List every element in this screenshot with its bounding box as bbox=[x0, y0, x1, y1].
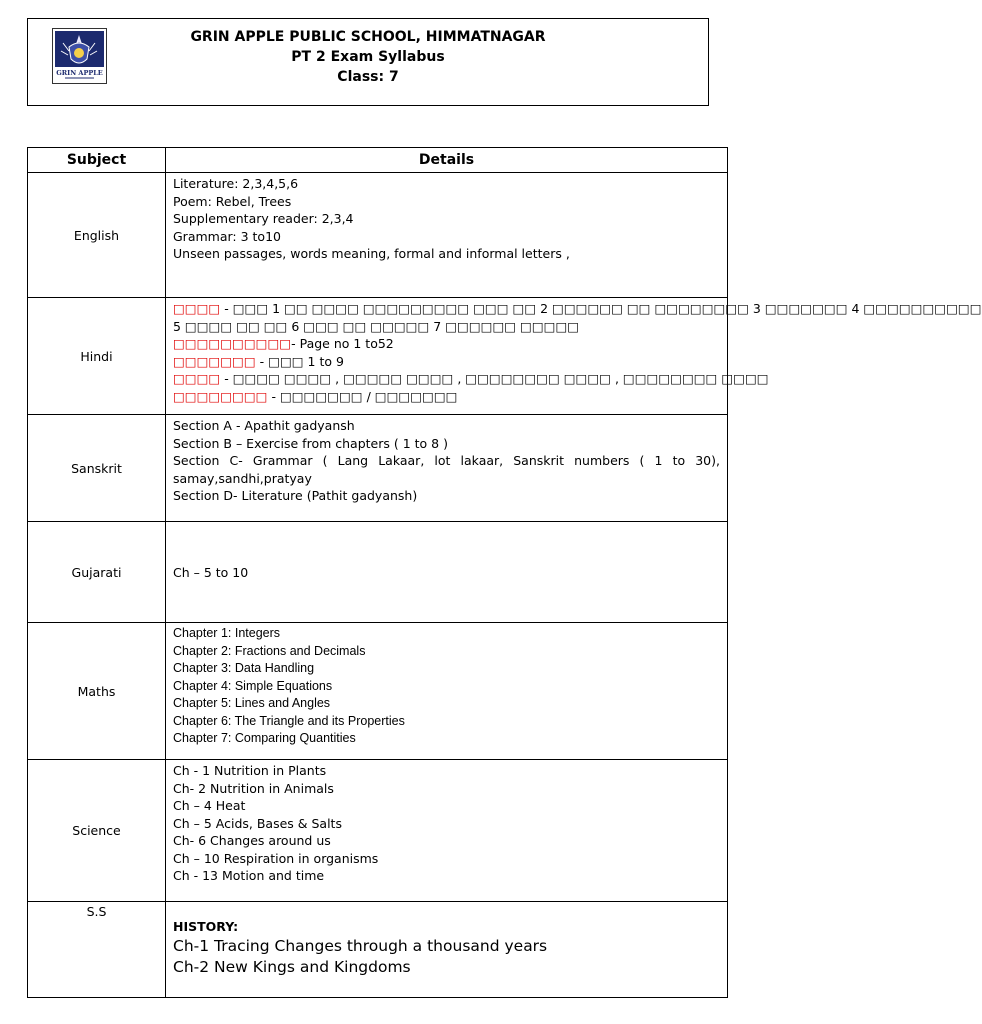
science-line: Ch – 10 Respiration in organisms bbox=[173, 850, 379, 866]
hindi-text: - □□□□ □□□□ , □□□□□ □□□□ , □□□□□□□□ □□□□ , □□□□□□□□ □□□□ bbox=[220, 371, 769, 386]
english-line: Unseen passages, words meaning, formal and informal letters , bbox=[173, 246, 570, 261]
subject-sanskrit: Sanskrit bbox=[28, 415, 166, 522]
maths-line: Chapter 4: Simple Equations bbox=[173, 678, 333, 693]
hindi-text: - □□□□□□□ / □□□□□□□ bbox=[267, 388, 458, 404]
science-line: Ch - 1 Nutrition in Plants bbox=[173, 763, 327, 778]
details-maths bbox=[166, 623, 728, 760]
hindi-text: - Page no 1 to52 bbox=[291, 336, 394, 351]
ss-line: Ch-2 New Kings and Kingdoms bbox=[173, 957, 411, 976]
table-row-sanskrit bbox=[28, 415, 728, 522]
hindi-label-red: □□□□ bbox=[173, 371, 221, 386]
english-line: Literature: 2,3,4,5,6 bbox=[173, 176, 299, 191]
ss-heading: HISTORY: bbox=[173, 919, 239, 934]
maths-line: Chapter 5: Lines and Angles bbox=[173, 696, 331, 710]
exam-title: PT 2 Exam Syllabus bbox=[291, 49, 445, 65]
english-line: Poem: Rebel, Trees bbox=[173, 193, 292, 209]
sanskrit-line: Section B – Exercise from chapters ( 1 to 8 ) bbox=[173, 435, 448, 451]
maths-line: Chapter 7: Comparing Quantities bbox=[173, 731, 356, 745]
column-header-details: Details bbox=[166, 148, 728, 173]
table-header-row bbox=[28, 148, 728, 173]
english-line: Supplementary reader: 2,3,4 bbox=[173, 211, 354, 226]
subject-hindi: Hindi bbox=[28, 298, 166, 415]
class-label: Class: 7 bbox=[337, 69, 399, 85]
science-line: Ch – 4 Heat bbox=[173, 798, 246, 813]
logo-text: GRIN APPLE bbox=[56, 69, 103, 77]
sanskrit-line: Section A - Apathit gadyansh bbox=[173, 418, 355, 433]
maths-line: Chapter 2: Fractions and Decimals bbox=[173, 643, 366, 658]
details-english bbox=[166, 173, 728, 298]
science-line: Ch- 2 Nutrition in Animals bbox=[173, 780, 334, 796]
details-hindi bbox=[166, 298, 982, 415]
hindi-text: 5 □□□□ □□ □□ 6 □□□ □□ □□□□□ 7 □□□□□□ □□□□□ bbox=[173, 318, 580, 334]
details-sanskrit bbox=[166, 415, 728, 522]
details-ss bbox=[166, 902, 728, 998]
hindi-text: - □□□ 1 to 9 bbox=[255, 353, 344, 369]
table-row-maths bbox=[28, 623, 728, 760]
maths-line: Chapter 1: Integers bbox=[173, 626, 281, 640]
sanskrit-line: Section C- Grammar ( Lang Lakaar, lot lakaar, Sanskrit numbers ( 1 to 30), samay,sandhi,pratyay bbox=[173, 453, 720, 486]
hindi-label-red: □□□□□□□□ bbox=[173, 388, 268, 404]
gujarati-line: Ch – 5 to 10 bbox=[173, 565, 249, 581]
maths-line: Chapter 3: Data Handling bbox=[173, 661, 315, 675]
header-box bbox=[27, 18, 709, 106]
table-row-english bbox=[28, 173, 728, 298]
table-row-hindi bbox=[28, 298, 728, 415]
maths-line: Chapter 6: The Triangle and its Properties bbox=[173, 713, 405, 728]
subject-english: English bbox=[28, 173, 166, 298]
details-science bbox=[166, 760, 728, 902]
school-name: GRIN APPLE PUBLIC SCHOOL, HIMMATNAGAR bbox=[190, 29, 546, 45]
science-line: Ch – 5 Acids, Bases & Salts bbox=[173, 815, 342, 831]
hindi-text: - □□□ 1 □□ □□□□ □□□□□□□□□ □□□ □□ 2 □□□□□□ □□ □□□□□□□□ 3 □□□□□□□ 4 □□□□□□□□□□ bbox=[220, 301, 982, 316]
hindi-label-red: □□□□ bbox=[173, 301, 221, 316]
science-line: Ch- 6 Changes around us bbox=[173, 833, 331, 848]
subject-ss: S.S bbox=[28, 902, 166, 998]
hindi-label-red: □□□□□□□ bbox=[173, 353, 256, 369]
sanskrit-line: Section D- Literature (Pathit gadyansh) bbox=[173, 488, 418, 503]
ss-line: Ch-1 Tracing Changes through a thousand years bbox=[173, 936, 548, 955]
science-line: Ch - 13 Motion and time bbox=[173, 868, 325, 883]
english-line: Grammar: 3 to10 bbox=[173, 228, 281, 244]
subject-gujarati: Gujarati bbox=[28, 522, 166, 623]
syllabus-table bbox=[27, 147, 982, 998]
hindi-label-red: □□□□□□□□□□ bbox=[173, 336, 292, 351]
table-row-science bbox=[28, 760, 728, 902]
table-row-ss bbox=[28, 902, 728, 998]
details-gujarati bbox=[166, 522, 728, 623]
subject-science: Science bbox=[28, 760, 166, 902]
subject-maths: Maths bbox=[28, 623, 166, 760]
header-text bbox=[28, 27, 708, 87]
table-row-gujarati bbox=[28, 522, 728, 623]
column-header-subject: Subject bbox=[28, 148, 166, 173]
